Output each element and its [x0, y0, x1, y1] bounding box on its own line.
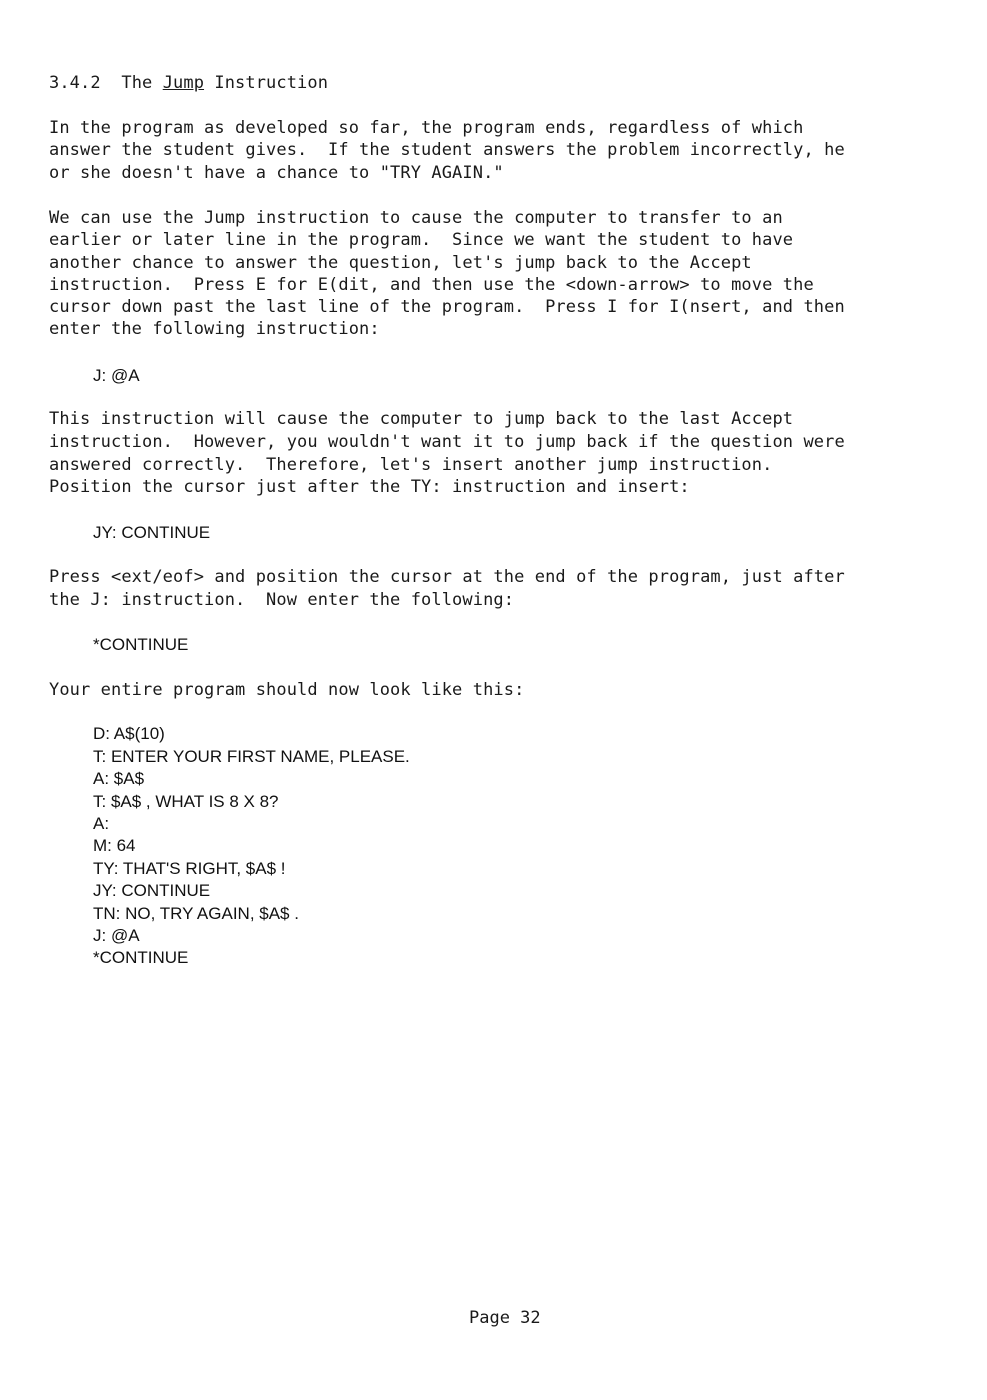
- paragraph-3-line: instruction. However, you wouldn't want it to jump back if the question were: [49, 432, 845, 452]
- paragraph-2-line: earlier or later line in the program. Since we want the student to have: [49, 230, 794, 250]
- program-line: TY: THAT'S RIGHT, $A$ !: [93, 859, 286, 878]
- heading-underlined-word: Jump: [162, 73, 205, 93]
- heading-post: Instruction: [204, 73, 329, 93]
- paragraph-3-line: This instruction will cause the computer to jump back to the last Accept: [49, 409, 794, 429]
- paragraph-2-line: We can use the Jump instruction to cause the computer to transfer to an: [49, 208, 783, 228]
- program-line: TN: NO, TRY AGAIN, $A$ .: [93, 904, 299, 923]
- paragraph-1-line: answer the student gives. If the student answers the problem incorrectly, he: [49, 140, 845, 160]
- paragraph-1-line: or she doesn't have a chance to "TRY AGAIN.": [49, 163, 504, 183]
- program-line: M: 64: [93, 836, 136, 855]
- program-line: A:: [93, 814, 110, 833]
- paragraph-1-line: In the program as developed so far, the program ends, regardless of which: [49, 118, 804, 138]
- section-heading: [49, 72, 328, 94]
- paragraph-4-line: Press <ext/eof> and position the cursor at the end of the program, just after: [49, 567, 845, 587]
- section-number: 3.4.2: [49, 73, 101, 93]
- program-line: *CONTINUE: [93, 948, 189, 967]
- paragraph-2-line: enter the following instruction:: [49, 319, 380, 339]
- program-line: J: @A: [93, 926, 140, 945]
- code-line-jy: JY: CONTINUE: [93, 523, 211, 542]
- code-line-continue: *CONTINUE: [93, 635, 189, 654]
- page-number: Page 32: [469, 1308, 541, 1328]
- paragraph-3-line: answered correctly. Therefore, let's insert another jump instruction.: [49, 455, 773, 475]
- paragraph-3-line: Position the cursor just after the TY: instruction and insert:: [49, 477, 690, 497]
- paragraph-2-line: instruction. Press E for E(dit, and then use the <down-arrow> to move the: [49, 275, 814, 295]
- program-line: T: ENTER YOUR FIRST NAME, PLEASE.: [93, 747, 410, 766]
- paragraph-2-line: cursor down past the last line of the program. Press I for I(nsert, and then: [49, 297, 845, 317]
- code-line-jump: J: @A: [93, 366, 140, 385]
- program-line: JY: CONTINUE: [93, 881, 211, 900]
- paragraph-2-line: another chance to answer the question, let's jump back to the Accept: [49, 253, 752, 273]
- program-line: A: $A$: [93, 769, 145, 788]
- program-line: D: A$(10): [93, 724, 165, 743]
- paragraph-4-line: the J: instruction. Now enter the following:: [49, 590, 515, 610]
- program-line: T: $A$ , WHAT IS 8 X 8?: [93, 792, 279, 811]
- paragraph-5-line: Your entire program should now look like this:: [49, 680, 525, 700]
- heading-pre: The: [121, 73, 163, 93]
